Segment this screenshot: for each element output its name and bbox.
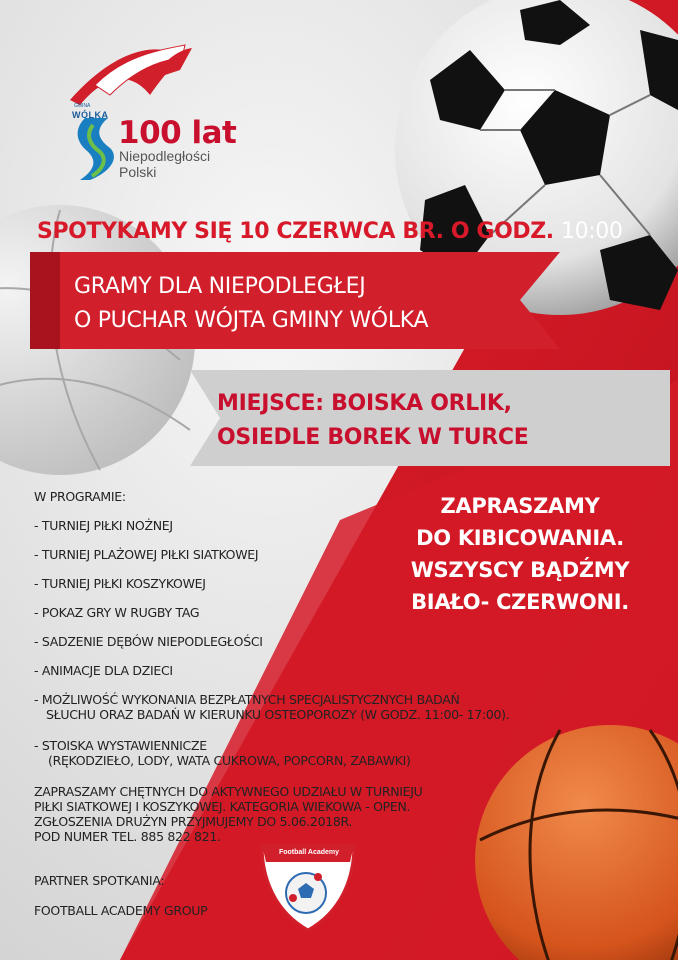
program-item: - TURNIEJ PIŁKI NOŻNEJ [34, 518, 173, 533]
note-line3: ZGŁOSZENIA DRUŻYN PRZYJMUJEMY DO 5.06.2018R. [34, 814, 353, 829]
badge-label: Football Academy [278, 849, 340, 856]
logo-100-lat: 100 lat [118, 115, 237, 151]
cta-line1: ZAPRASZAMY [440, 494, 600, 518]
program-item-continuation: (RĘKODZIEŁO, LODY, WATA CUKROWA, POPCORN, ZABAWKI) [48, 753, 411, 768]
logo-niepodleglosci: Niepodległości [119, 148, 211, 164]
date-headline-text: SPOTYKAMY SIĘ 10 CZERWCA BR. O GODZ. [37, 219, 554, 244]
date-headline-time: 10:00 [561, 219, 623, 244]
program-item: - TURNIEJ PLAŻOWEJ PIŁKI SIATKOWEJ [34, 547, 259, 562]
invitation-cta [380, 490, 660, 618]
program-item: - MOŻLIWOŚĆ WYKONANIA BEZPŁATNYCH SPECJALISTYCZNYCH BADAŃ [34, 692, 460, 707]
program-item: - TURNIEJ PIŁKI KOSZYKOWEJ [34, 576, 206, 591]
program-item: - STOISKA WYSTAWIENNICZE [34, 738, 207, 753]
cta-line3: WSZYSCY BĄDŹMY [410, 558, 630, 582]
note-line2: PIŁKI SIATKOWEJ I KOSZYKOWEJ. KATEGORIA WIEKOWA - OPEN. [34, 799, 411, 814]
note-line4: POD NUMER TEL. 885 822 821. [34, 829, 221, 844]
partner-name: FOOTBALL ACADEMY GROUP [34, 903, 208, 918]
program-item: - ANIMACJE DLA DZIECI [34, 663, 173, 678]
logo-wolka-label: WÓLKA [72, 110, 109, 120]
banner-location-line1: MIEJSCE: BOISKA ORLIK, [217, 391, 512, 416]
logo-polski: Polski [119, 164, 157, 180]
banner-location-line2: OSIEDLE BOREK W TURCE [217, 425, 529, 450]
banner-primary-line1: GRAMY DLA NIEPODLEGŁEJ [74, 274, 366, 299]
program-item-continuation: SŁUCHU ORAZ BADAŃ W KIERUNKU OSTEOPOROZY (W GODZ. 11:00- 17:00). [46, 707, 510, 722]
banner-location-text [217, 387, 529, 455]
program-item: - POKAZ GRY W RUGBY TAG [34, 605, 200, 620]
cta-line2: DO KIBICOWANIA. [416, 526, 624, 550]
cta-line4: BIAŁO- CZERWONI. [411, 590, 629, 614]
date-headline [37, 219, 622, 244]
banner-primary-text [74, 270, 428, 338]
logo-gmina-label: GMINA [74, 103, 91, 109]
program-item: - SADZENIE DĘBÓW NIEPODLEGŁOŚCI [34, 634, 263, 649]
partner-label: PARTNER SPOTKANIA: [34, 873, 165, 888]
note-line1: ZAPRASZAMY CHĘTNYCH DO AKTYWNEGO UDZIAŁU W TURNIEJU [34, 784, 423, 799]
program-title: W PROGRAMIE: [34, 489, 126, 504]
banner-primary-line2: O PUCHAR WÓJTA GMINY WÓLKA [74, 308, 429, 333]
